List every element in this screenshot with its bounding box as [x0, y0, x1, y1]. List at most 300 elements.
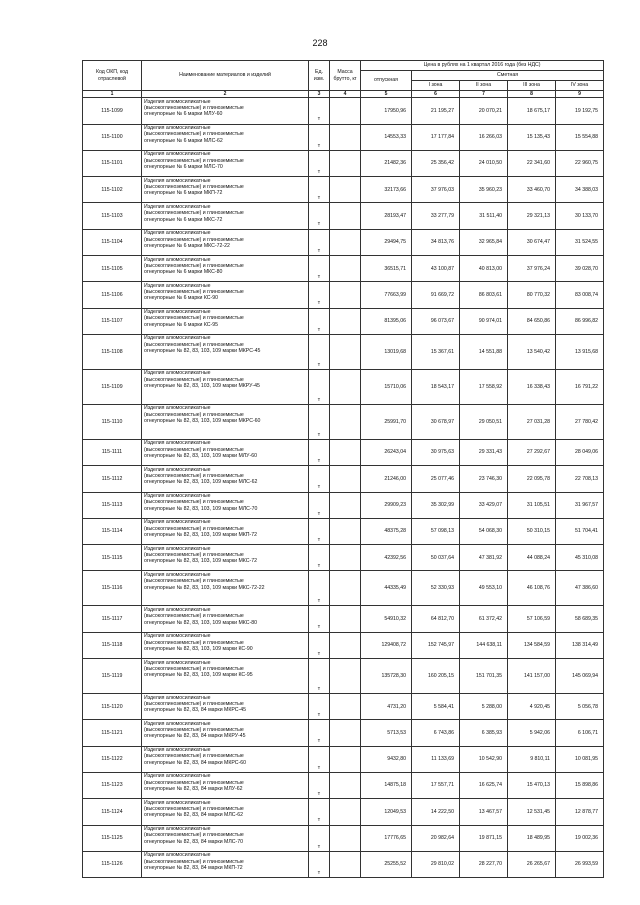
- row-name-line: Изделия алюмосиликатные: [144, 606, 211, 613]
- row-mass: [330, 659, 361, 694]
- row-name-line: (высокоглиноземистые) и глиноземистые: [144, 551, 244, 558]
- row-mass: [330, 492, 361, 518]
- row-zone-4-price: 39 028,70: [556, 256, 604, 282]
- header-unit: Ед. изм.: [309, 61, 330, 91]
- row-name-line: огнеупорные № 6 марки МЛС-62: [144, 137, 223, 144]
- row-unit: т: [309, 772, 330, 798]
- row-name-line: Изделия алюмосиликатные: [144, 151, 211, 158]
- row-unit: т: [309, 545, 330, 571]
- row-mass: [330, 518, 361, 544]
- table-row: [83, 466, 604, 492]
- row-name: [142, 308, 309, 334]
- row-name-line: огнеупорные № 82, 83, 84 марки МКРС-45: [144, 707, 247, 714]
- header-code: Код ОКП, код отраслевой: [83, 61, 142, 91]
- row-zone-4-price: 16 791,22: [556, 369, 604, 404]
- row-code: 115-1119: [83, 659, 142, 694]
- row-code: 115-1099: [83, 98, 142, 124]
- row-unit: т: [309, 720, 330, 746]
- row-zone-4-price: 19 002,36: [556, 825, 604, 851]
- row-name-line: Изделия алюмосиликатные: [144, 773, 211, 780]
- row-zone-3-price: 16 338,43: [508, 369, 556, 404]
- table-row: [83, 369, 604, 404]
- row-unit: т: [309, 203, 330, 229]
- row-unit: т: [309, 369, 330, 404]
- table-row: [83, 746, 604, 772]
- row-name: [142, 177, 309, 203]
- row-zone-4-price: 5 056,78: [556, 694, 604, 720]
- row-mass: [330, 466, 361, 492]
- row-mass: [330, 282, 361, 308]
- row-unit: т: [309, 632, 330, 658]
- row-name-line: Изделия алюмосиликатные: [144, 799, 211, 806]
- row-name: [142, 124, 309, 150]
- row-release-price: 77663,99: [361, 282, 412, 308]
- row-zone-1-price: 152 745,97: [412, 632, 460, 658]
- table-row: [83, 334, 604, 369]
- row-name-line: (высокоглиноземистые) и глиноземистые: [144, 289, 244, 296]
- row-zone-3-price: 12 531,45: [508, 799, 556, 825]
- row-name-line: (высокоглиноземистые) и глиноземистые: [144, 376, 244, 383]
- column-number: 1: [83, 91, 142, 98]
- row-zone-4-price: 15 554,88: [556, 124, 604, 150]
- row-name-line: (высокоглиноземистые) и глиноземистые: [144, 639, 244, 646]
- row-unit: т: [309, 659, 330, 694]
- row-code: 115-1106: [83, 282, 142, 308]
- row-zone-1-price: 35 302,99: [412, 492, 460, 518]
- row-zone-4-price: 51 704,41: [556, 518, 604, 544]
- row-release-price: 54910,32: [361, 606, 412, 632]
- row-zone-4-price: 58 689,35: [556, 606, 604, 632]
- row-name-line: Изделия алюмосиликатные: [144, 545, 211, 552]
- row-mass: [330, 308, 361, 334]
- table-row: [83, 720, 604, 746]
- row-name-line: огнеупорные № 82, 83, 103, 109 марки МКРС-60: [144, 418, 261, 425]
- row-release-price: 135728,30: [361, 659, 412, 694]
- row-name-line: (высокоглиноземистые) и глиноземистые: [144, 236, 244, 243]
- header-release: отпускная: [361, 71, 412, 91]
- row-release-price: 15710,06: [361, 369, 412, 404]
- row-unit: т: [309, 334, 330, 369]
- row-zone-4-price: 12 878,77: [556, 799, 604, 825]
- column-number-row: [83, 91, 604, 98]
- row-zone-1-price: 43 100,87: [412, 256, 460, 282]
- row-zone-4-price: 83 008,74: [556, 282, 604, 308]
- row-name: [142, 799, 309, 825]
- row-release-price: 5713,53: [361, 720, 412, 746]
- row-unit: т: [309, 694, 330, 720]
- row-mass: [330, 799, 361, 825]
- row-name-line: (высокоглиноземистые) и глиноземистые: [144, 183, 244, 190]
- table-row: [83, 229, 604, 255]
- row-zone-1-price: 17 177,84: [412, 124, 460, 150]
- row-name: [142, 229, 309, 255]
- row-name-line: (высокоглиноземистые) и глиноземистые: [144, 525, 244, 532]
- row-release-price: 32173,66: [361, 177, 412, 203]
- table-row: [83, 659, 604, 694]
- row-name: [142, 492, 309, 518]
- row-mass: [330, 825, 361, 851]
- row-zone-3-price: 27 031,28: [508, 404, 556, 439]
- row-zone-4-price: 19 192,75: [556, 98, 604, 124]
- table-row: [83, 545, 604, 571]
- row-zone-2-price: 35 960,23: [460, 177, 508, 203]
- row-code: 115-1105: [83, 256, 142, 282]
- row-zone-2-price: 13 467,57: [460, 799, 508, 825]
- table-row: [83, 632, 604, 658]
- table-row: [83, 282, 604, 308]
- table-body: [83, 98, 604, 878]
- row-code: 115-1110: [83, 404, 142, 439]
- row-unit: т: [309, 150, 330, 176]
- row-code: 115-1112: [83, 466, 142, 492]
- row-name-line: огнеупорные № 6 марки МЛУ-60: [144, 111, 223, 118]
- header-price-group: Цена в рублях на 1 квартал 2016 года (без НДС): [361, 61, 604, 71]
- row-zone-3-price: 141 157,00: [508, 659, 556, 694]
- table-row: [83, 571, 604, 606]
- row-name-line: Изделия алюмосиликатные: [144, 852, 211, 859]
- table-row: [83, 851, 604, 877]
- row-zone-2-price: 20 070,21: [460, 98, 508, 124]
- row-name-line: (высокоглиноземистые) и глиноземистые: [144, 315, 244, 322]
- row-zone-2-price: 32 965,84: [460, 229, 508, 255]
- row-zone-3-price: 5 942,06: [508, 720, 556, 746]
- row-name: [142, 694, 309, 720]
- row-mass: [330, 98, 361, 124]
- row-name-line: (высокоглиноземистые) и глиноземистые: [144, 262, 244, 269]
- row-name-line: (высокоглиноземистые) и глиноземистые: [144, 753, 244, 760]
- row-name-line: (высокоглиноземистые) и глиноземистые: [144, 779, 244, 786]
- row-release-price: 9432,80: [361, 746, 412, 772]
- row-zone-4-price: 15 898,86: [556, 772, 604, 798]
- row-zone-1-price: 52 330,93: [412, 571, 460, 606]
- row-zone-4-price: 31 967,57: [556, 492, 604, 518]
- row-name-line: Изделия алюмосиликатные: [144, 519, 211, 526]
- row-name: [142, 439, 309, 465]
- row-release-price: 29494,75: [361, 229, 412, 255]
- row-zone-1-price: 17 557,71: [412, 772, 460, 798]
- row-name-line: (высокоглиноземистые) и глиноземистые: [144, 157, 244, 164]
- page-number: 228: [312, 38, 328, 48]
- table-row: [83, 98, 604, 124]
- row-code: 115-1124: [83, 799, 142, 825]
- row-name: [142, 772, 309, 798]
- row-zone-1-price: 50 037,64: [412, 545, 460, 571]
- row-zone-1-price: 20 982,64: [412, 825, 460, 851]
- table-row: [83, 492, 604, 518]
- row-zone-4-price: 10 081,95: [556, 746, 604, 772]
- row-mass: [330, 606, 361, 632]
- row-unit: т: [309, 439, 330, 465]
- row-mass: [330, 851, 361, 877]
- row-code: 115-1126: [83, 851, 142, 877]
- column-number: 6: [412, 91, 460, 98]
- row-name-line: Изделия алюмосиликатные: [144, 466, 211, 473]
- row-zone-2-price: 31 511,40: [460, 203, 508, 229]
- row-mass: [330, 229, 361, 255]
- row-zone-2-price: 33 429,07: [460, 492, 508, 518]
- row-unit: т: [309, 518, 330, 544]
- row-zone-4-price: 26 993,59: [556, 851, 604, 877]
- header-zone-2: II зона: [460, 81, 508, 91]
- row-zone-2-price: 61 372,42: [460, 606, 508, 632]
- row-release-price: 21246,00: [361, 466, 412, 492]
- table-row: [83, 203, 604, 229]
- row-name: [142, 659, 309, 694]
- row-release-price: 129408,72: [361, 632, 412, 658]
- row-name-line: Изделия алюмосиликатные: [144, 309, 211, 316]
- row-unit: т: [309, 571, 330, 606]
- row-name-line: Изделия алюмосиликатные: [144, 694, 211, 701]
- row-name-line: Изделия алюмосиликатные: [144, 282, 211, 289]
- row-name-line: Изделия алюмосиликатные: [144, 493, 211, 500]
- column-number: 2: [142, 91, 309, 98]
- row-unit: т: [309, 124, 330, 150]
- row-zone-2-price: 49 553,10: [460, 571, 508, 606]
- table-row: [83, 694, 604, 720]
- row-name-line: Изделия алюмосиликатные: [144, 256, 211, 263]
- row-name: [142, 466, 309, 492]
- row-name-line: огнеупорные № 82, 83, 84 марки МКРУ-45: [144, 733, 246, 740]
- row-name: [142, 851, 309, 877]
- row-code: 115-1104: [83, 229, 142, 255]
- row-zone-3-price: 57 106,59: [508, 606, 556, 632]
- row-unit: т: [309, 308, 330, 334]
- row-zone-1-price: 5 584,41: [412, 694, 460, 720]
- row-name-line: Изделия алюмосиликатные: [144, 230, 211, 237]
- row-zone-3-price: 44 088,24: [508, 545, 556, 571]
- header-mass: Масса брутто, кг: [330, 61, 361, 91]
- row-code: 115-1113: [83, 492, 142, 518]
- row-code: 115-1102: [83, 177, 142, 203]
- row-name: [142, 334, 309, 369]
- row-zone-1-price: 30 975,63: [412, 439, 460, 465]
- row-name-line: (высокоглиноземистые) и глиноземистые: [144, 105, 244, 112]
- row-zone-4-price: 27 780,42: [556, 404, 604, 439]
- row-name-line: Изделия алюмосиликатные: [144, 659, 211, 666]
- row-zone-1-price: 33 277,79: [412, 203, 460, 229]
- row-code: 115-1122: [83, 746, 142, 772]
- row-zone-2-price: 10 542,90: [460, 746, 508, 772]
- row-zone-3-price: 30 674,47: [508, 229, 556, 255]
- row-unit: т: [309, 282, 330, 308]
- row-name: [142, 825, 309, 851]
- row-release-price: 12049,53: [361, 799, 412, 825]
- row-code: 115-1114: [83, 518, 142, 544]
- row-release-price: 26243,04: [361, 439, 412, 465]
- table-row: [83, 518, 604, 544]
- row-zone-1-price: 11 133,69: [412, 746, 460, 772]
- row-name-line: Изделия алюмосиликатные: [144, 370, 211, 377]
- row-zone-3-price: 50 310,15: [508, 518, 556, 544]
- row-name-line: Изделия алюмосиликатные: [144, 633, 211, 640]
- row-zone-1-price: 6 743,86: [412, 720, 460, 746]
- row-name: [142, 203, 309, 229]
- row-zone-3-price: 22 341,60: [508, 150, 556, 176]
- row-name-line: Изделия алюмосиликатные: [144, 177, 211, 184]
- header-estimate: Сметная: [412, 71, 604, 81]
- row-zone-2-price: 29 050,51: [460, 404, 508, 439]
- row-zone-1-price: 34 813,76: [412, 229, 460, 255]
- table-row: [83, 772, 604, 798]
- row-name-line: (высокоглиноземистые) и глиноземистые: [144, 806, 244, 813]
- row-zone-1-price: 64 812,70: [412, 606, 460, 632]
- row-name-line: (высокоглиноземистые) и глиноземистые: [144, 578, 244, 585]
- row-code: 115-1121: [83, 720, 142, 746]
- row-zone-1-price: 37 976,03: [412, 177, 460, 203]
- row-release-price: 36515,71: [361, 256, 412, 282]
- row-code: 115-1107: [83, 308, 142, 334]
- row-release-price: 25255,52: [361, 851, 412, 877]
- row-unit: т: [309, 229, 330, 255]
- row-zone-2-price: 16 266,03: [460, 124, 508, 150]
- row-name-line: огнеупорные № 82, 83, 84 марки МЛС-70: [144, 838, 243, 845]
- table-row: [83, 799, 604, 825]
- row-name-line: огнеупорные № 82, 83, 103, 109 марки МКРУ-45: [144, 383, 260, 390]
- row-mass: [330, 256, 361, 282]
- row-mass: [330, 124, 361, 150]
- row-name-line: (высокоглиноземистые) и глиноземистые: [144, 858, 244, 865]
- row-name: [142, 98, 309, 124]
- row-zone-2-price: 47 381,92: [460, 545, 508, 571]
- row-unit: т: [309, 799, 330, 825]
- row-release-price: 14553,33: [361, 124, 412, 150]
- row-name-line: огнеупорные № 82, 83, 84 марки МКП-72: [144, 864, 243, 871]
- row-zone-2-price: 23 746,30: [460, 466, 508, 492]
- row-code: 115-1108: [83, 334, 142, 369]
- row-name-line: огнеупорные № 6 марки МКП-72: [144, 190, 223, 197]
- row-mass: [330, 334, 361, 369]
- row-name-line: Изделия алюмосиликатные: [144, 571, 211, 578]
- row-name: [142, 518, 309, 544]
- row-code: 115-1100: [83, 124, 142, 150]
- header-zone-1: I зона: [412, 81, 460, 91]
- row-name-line: огнеупорные № 6 марки МКС-72: [144, 216, 223, 223]
- table-row: [83, 308, 604, 334]
- row-zone-3-price: 13 540,42: [508, 334, 556, 369]
- row-zone-2-price: 29 331,43: [460, 439, 508, 465]
- row-name-line: огнеупорные № 82, 83, 84 марки МЛУ-62: [144, 786, 243, 793]
- table-row: [83, 606, 604, 632]
- table-row: [83, 150, 604, 176]
- row-zone-3-price: 26 265,67: [508, 851, 556, 877]
- row-name-line: (высокоглиноземистые) и глиноземистые: [144, 341, 244, 348]
- row-zone-1-price: 29 810,02: [412, 851, 460, 877]
- row-zone-2-price: 28 227,70: [460, 851, 508, 877]
- row-name-line: Изделия алюмосиликатные: [144, 335, 211, 342]
- row-zone-4-price: 13 915,68: [556, 334, 604, 369]
- row-name-line: огнеупорные № 82, 83, 103, 109 марки МЛУ-60: [144, 453, 257, 460]
- row-release-price: 17950,96: [361, 98, 412, 124]
- row-name: [142, 720, 309, 746]
- row-zone-2-price: 86 803,61: [460, 282, 508, 308]
- row-code: 115-1116: [83, 571, 142, 606]
- row-name-line: огнеупорные № 82, 83, 103, 109 марки КС-95: [144, 672, 253, 679]
- row-zone-3-price: 18 675,17: [508, 98, 556, 124]
- row-zone-2-price: 5 288,00: [460, 694, 508, 720]
- row-release-price: 44335,49: [361, 571, 412, 606]
- row-zone-3-price: 31 105,51: [508, 492, 556, 518]
- row-zone-1-price: 25 077,46: [412, 466, 460, 492]
- row-unit: т: [309, 606, 330, 632]
- row-name-line: Изделия алюмосиликатные: [144, 720, 211, 727]
- row-mass: [330, 632, 361, 658]
- row-name-line: огнеупорные № 82, 83, 103, 109 марки МКРС-45: [144, 348, 261, 355]
- row-zone-4-price: 30 133,70: [556, 203, 604, 229]
- row-zone-2-price: 40 813,00: [460, 256, 508, 282]
- row-release-price: 17776,65: [361, 825, 412, 851]
- row-unit: т: [309, 492, 330, 518]
- row-mass: [330, 694, 361, 720]
- row-name-line: огнеупорные № 6 марки КС-95: [144, 321, 219, 328]
- row-zone-4-price: 28 049,06: [556, 439, 604, 465]
- table-header: [83, 61, 604, 98]
- row-mass: [330, 772, 361, 798]
- row-zone-3-price: 29 321,13: [508, 203, 556, 229]
- row-name-line: Изделия алюмосиликатные: [144, 98, 211, 105]
- row-zone-1-price: 14 222,50: [412, 799, 460, 825]
- row-zone-3-price: 15 135,43: [508, 124, 556, 150]
- row-name: [142, 256, 309, 282]
- row-zone-3-price: 18 489,95: [508, 825, 556, 851]
- row-name-line: огнеупорные № 82, 83, 103, 109 марки МКС-72: [144, 558, 257, 565]
- row-unit: т: [309, 256, 330, 282]
- row-zone-1-price: 25 356,42: [412, 150, 460, 176]
- row-name-line: (высокоглиноземистые) и глиноземистые: [144, 832, 244, 839]
- row-zone-3-price: 15 470,13: [508, 772, 556, 798]
- table-row: [83, 439, 604, 465]
- column-number: 9: [556, 91, 604, 98]
- row-name-line: Изделия алюмосиликатные: [144, 440, 211, 447]
- row-zone-4-price: 45 310,08: [556, 545, 604, 571]
- row-release-price: 25991,70: [361, 404, 412, 439]
- row-unit: т: [309, 98, 330, 124]
- row-mass: [330, 545, 361, 571]
- row-release-price: 48375,28: [361, 518, 412, 544]
- row-zone-3-price: 22 095,78: [508, 466, 556, 492]
- row-name-line: огнеупорные № 82, 83, 103, 109 марки МКП-72: [144, 531, 258, 538]
- row-name-line: огнеупорные № 82, 83, 103, 109 марки КС-90: [144, 645, 253, 652]
- row-mass: [330, 439, 361, 465]
- row-name-line: (высокоглиноземистые) и глиноземистые: [144, 727, 244, 734]
- row-name-line: огнеупорные № 6 марки МЛС-70: [144, 163, 223, 170]
- row-zone-4-price: 22 708,13: [556, 466, 604, 492]
- row-zone-3-price: 9 810,11: [508, 746, 556, 772]
- row-code: 115-1117: [83, 606, 142, 632]
- row-code: 115-1109: [83, 369, 142, 404]
- row-mass: [330, 177, 361, 203]
- row-name-line: огнеупорные № 82, 83, 103, 109 марки МКС-80: [144, 619, 257, 626]
- row-unit: т: [309, 825, 330, 851]
- row-name-line: огнеупорные № 82, 83, 103, 109 марки МКС-72-22: [144, 584, 265, 591]
- row-name-line: Изделия алюмосиликатные: [144, 747, 211, 754]
- table-row: [83, 124, 604, 150]
- row-name: [142, 404, 309, 439]
- row-zone-2-price: 144 638,11: [460, 632, 508, 658]
- row-zone-4-price: 22 960,75: [556, 150, 604, 176]
- row-zone-3-price: 80 770,32: [508, 282, 556, 308]
- row-zone-3-price: 4 920,45: [508, 694, 556, 720]
- row-zone-4-price: 31 524,55: [556, 229, 604, 255]
- row-name-line: огнеупорные № 82, 83, 103, 109 марки МЛС-62: [144, 479, 258, 486]
- row-name-line: огнеупорные № 82, 83, 84 марки МКРС-60: [144, 759, 247, 766]
- row-zone-1-price: 160 205,15: [412, 659, 460, 694]
- row-name: [142, 746, 309, 772]
- row-name-line: (высокоглиноземистые) и глиноземистые: [144, 613, 244, 620]
- row-zone-1-price: 96 073,67: [412, 308, 460, 334]
- row-name-line: огнеупорные № 82, 83, 103, 109 марки МЛС-70: [144, 505, 258, 512]
- row-zone-4-price: 6 106,71: [556, 720, 604, 746]
- header-name: Наименование материалов и изделий: [142, 61, 309, 91]
